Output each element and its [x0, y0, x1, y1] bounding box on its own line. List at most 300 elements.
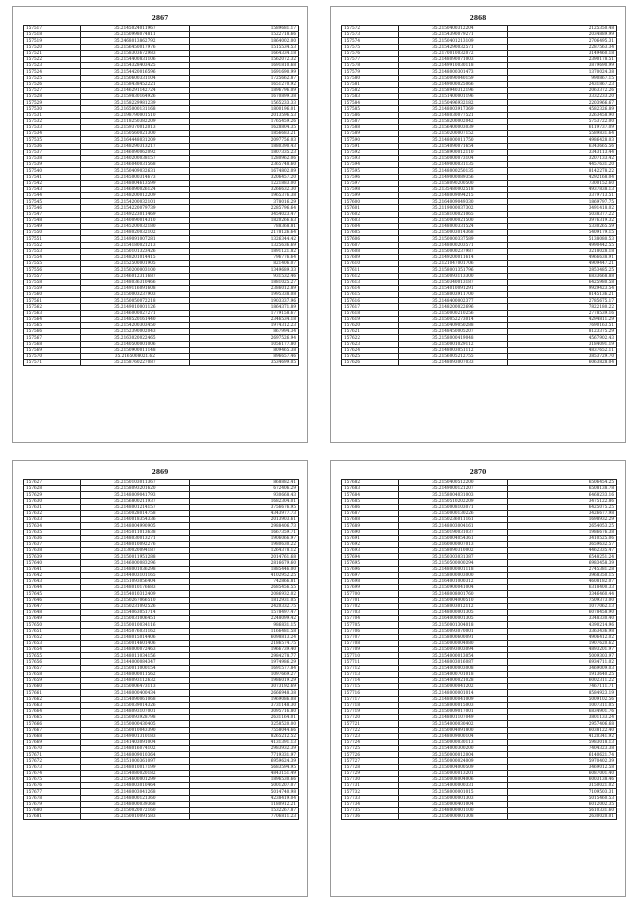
row-id-cell: 157642 — [24, 572, 81, 578]
row-id-cell: 157545 — [24, 199, 81, 205]
row-id-cell: 157558 — [24, 279, 81, 285]
row-id-cell: 157586 — [342, 112, 399, 118]
row-id-cell: 157647 — [24, 603, 81, 609]
row-id-cell: 157712 — [342, 665, 399, 671]
row-amount-cell: 4906412.02 — [507, 634, 616, 640]
row-id-cell: 157631 — [24, 504, 81, 510]
row-id-cell: 157666 — [24, 721, 81, 727]
row-amount-cell: 1885446.00 — [189, 566, 298, 572]
row-value-cell: 35.2148000072463 — [80, 647, 189, 653]
row-id-cell: 157713 — [342, 671, 399, 677]
row-amount-cell: 1589681.17 — [189, 26, 298, 32]
row-value-cell: 35.2150900041004 — [398, 585, 507, 591]
row-amount-cell: 2666948.38 — [189, 690, 298, 696]
row-value-cell: 35.2150340013187 — [398, 279, 507, 285]
row-id-cell: 157690 — [342, 529, 399, 535]
row-amount-cell: 4608182.07 — [507, 579, 616, 585]
row-amount-cell: 3184091.19 — [507, 341, 616, 347]
row-id-cell: 157550 — [24, 230, 81, 236]
row-value-cell: 35.2150008004006 — [398, 777, 507, 783]
row-value-cell: 35.2150004000510 — [398, 597, 507, 603]
table-row — [24, 360, 299, 366]
row-value-cell: 35.2150101323426 — [80, 248, 189, 254]
row-value-cell: 35.2150004054361 — [398, 535, 507, 541]
row-amount-cell: 2654053.25 — [507, 523, 616, 529]
row-amount-cell: 3410525.06 — [507, 535, 616, 541]
row-amount-cell: 1532267.87 — [189, 807, 298, 813]
row-id-cell: 157624 — [342, 347, 399, 353]
page-2869 — [12, 460, 308, 897]
row-id-cell: 157672 — [24, 758, 81, 764]
row-id-cell: 157535 — [24, 137, 81, 143]
row-id-cell: 157524 — [24, 69, 81, 75]
row-value-cell: 35.2148001214157 — [80, 504, 189, 510]
row-value-cell: 35.2148030013271 — [80, 535, 189, 541]
row-id-cell: 157638 — [24, 548, 81, 554]
row-value-cell: 35.2150000024009 — [398, 758, 507, 764]
row-amount-cell: 5014740.98 — [189, 789, 298, 795]
row-id-cell: 157579 — [342, 69, 399, 75]
row-value-cell: 35.2148200022696 — [398, 304, 507, 310]
row-value-cell: 35.2148290313217 — [80, 143, 189, 149]
row-amount-cell: 6983458.39 — [507, 560, 616, 566]
row-value-cell: 35.2141403091004 — [80, 739, 189, 745]
row-value-cell: 35.2154390079271 — [398, 32, 507, 38]
row-amount-cell: 6038122.40 — [507, 727, 616, 733]
row-value-cell: 35.2150200003100 — [80, 267, 189, 273]
row-id-cell: 157590 — [342, 137, 399, 143]
row-value-cell: 35.2150009017001 — [398, 708, 507, 714]
row-id-cell: 157543 — [24, 186, 81, 192]
row-amount-cell: 1667359.71 — [189, 529, 298, 535]
row-amount-cell: 2697526.94 — [189, 335, 298, 341]
row-value-cell: 35.2148010017199 — [80, 764, 189, 770]
row-id-cell: 157695 — [342, 560, 399, 566]
row-amount-cell: 1221883.00 — [189, 180, 298, 186]
row-amount-cell: 2285796.64 — [189, 205, 298, 211]
row-id-cell: 157588 — [342, 125, 399, 131]
row-value-cell: 35.2150236011161 — [398, 517, 507, 523]
row-value-cell: 35.2150050072218 — [80, 298, 189, 304]
row-id-cell: 157537 — [24, 149, 81, 155]
row-amount-cell: 1326344.42 — [189, 236, 298, 242]
row-amount-cell: 2745381.28 — [507, 566, 616, 572]
row-id-cell: 157633 — [24, 517, 81, 523]
row-id-cell: 157585 — [342, 106, 399, 112]
row-amount-cell: 5038377.22 — [507, 211, 616, 217]
row-amount-cell: 2983932.39 — [189, 746, 298, 752]
row-amount-cell: 7690163.51 — [507, 323, 616, 329]
row-id-cell: 157548 — [24, 217, 81, 223]
row-amount-cell: 1522718.66 — [189, 32, 298, 38]
row-value-cell: 35.2150409032631 — [80, 168, 189, 174]
row-id-cell: 157635 — [24, 529, 81, 535]
row-value-cell: 35.2148009010364 — [80, 752, 189, 758]
row-value-cell: 35.2158001351796 — [398, 267, 507, 273]
row-value-cell: 35.2150090040159 — [398, 75, 507, 81]
row-amount-cell: 5009303.97 — [507, 653, 616, 659]
row-amount-cell: 3073192.69 — [189, 684, 298, 690]
row-amount-cell: 2431867.23 — [507, 81, 616, 87]
row-value-cell: 35.2148200012209 — [80, 193, 189, 199]
row-id-cell: 157677 — [24, 789, 81, 795]
row-id-cell: 157587 — [342, 118, 399, 124]
row-value-cell: 35.2150000237987 — [398, 248, 507, 254]
row-amount-cell: 5015460.53 — [507, 795, 616, 801]
row-amount-cell: 4837652.11 — [507, 347, 616, 353]
row-amount-cell: 7404323.38 — [507, 746, 616, 752]
row-amount-cell: 2034889.99 — [507, 32, 616, 38]
row-id-cell: 157561 — [24, 298, 81, 304]
row-id-cell: 157578 — [342, 63, 399, 69]
row-amount-cell: 5683594.95 — [189, 764, 298, 770]
row-amount-cell: 2178126.64 — [189, 230, 298, 236]
row-value-cell: 35.2150011000154 — [80, 665, 189, 671]
row-amount-cell: 3454023.47 — [189, 211, 298, 217]
row-value-cell: 35.2145200032180 — [80, 224, 189, 230]
row-value-cell: 35.2158100021065 — [398, 211, 507, 217]
page-title: 2869 — [151, 469, 169, 476]
row-id-cell: 157592 — [342, 149, 399, 155]
row-value-cell: 35.2149910030118 — [398, 63, 507, 69]
row-value-cell: 35.2150000021500 — [398, 217, 507, 223]
row-id-cell: 157704 — [342, 616, 399, 622]
row-value-cell: 35.2158090310002 — [398, 548, 507, 554]
row-value-cell: 35.2150039014326 — [80, 702, 189, 708]
page-2867 — [12, 6, 308, 443]
row-id-cell: 157528 — [24, 94, 81, 100]
row-value-cell: 35.2148000400434 — [80, 690, 189, 696]
row-amount-cell: 2346534.18 — [189, 316, 298, 322]
row-value-cell: 35.2158000600091 — [398, 634, 507, 640]
row-amount-cell: 1986019.29 — [189, 678, 298, 684]
row-value-cell: 35.2150000073104 — [398, 155, 507, 161]
row-value-cell: 35.2150093003094 — [398, 647, 507, 653]
row-id-cell: 157560 — [24, 292, 81, 298]
row-id-cell: 157667 — [24, 727, 81, 733]
row-amount-cell: 2014761.68 — [189, 554, 298, 560]
row-amount-cell: 1779158.67 — [189, 310, 298, 316]
row-amount-cell: 1986676.38 — [507, 529, 616, 535]
row-id-cell: 157597 — [342, 180, 399, 186]
row-id-cell: 157715 — [342, 684, 399, 690]
row-amount-cell: 1864002.00 — [189, 38, 298, 44]
row-value-cell: 35.2150003014368 — [398, 230, 507, 236]
row-amount-cell: 2063372.26 — [507, 87, 616, 93]
row-value-cell: 35.2148000331524 — [398, 224, 507, 230]
row-id-cell: 157521 — [24, 50, 81, 56]
row-amount-cell: 3218028.18 — [507, 248, 616, 254]
page-title: 2867 — [151, 15, 169, 22]
row-amount-cell: 1691577.84 — [189, 665, 298, 671]
data-table — [341, 479, 617, 820]
row-value-cell: 35.2148009094215 — [398, 193, 507, 199]
row-amount-cell: 1325636.69 — [189, 242, 298, 248]
row-id-cell: 157536 — [24, 143, 81, 149]
row-value-cell: 35.2158090200500 — [398, 180, 507, 186]
row-amount-cell: 3659632.57 — [507, 541, 616, 547]
row-value-cell: 35.2148003004161 — [398, 523, 507, 529]
row-value-cell: 35.2148015014406 — [80, 634, 189, 640]
row-amount-cell: 2013596.53 — [189, 112, 298, 118]
row-amount-cell: 1974986.29 — [189, 659, 298, 665]
row-amount-cell: 3475122.86 — [507, 498, 616, 504]
row-amount-cell: 3469012.58 — [507, 764, 616, 770]
row-amount-cell: 2287563.34 — [507, 44, 616, 50]
row-amount-cell: 3801133.24 — [507, 715, 616, 721]
row-amount-cell: 1264378.12 — [189, 548, 298, 554]
row-amount-cell: 1691690.99 — [189, 69, 298, 75]
table-row — [24, 814, 299, 820]
row-amount-cell: 1077062.13 — [507, 603, 616, 609]
row-value-cell: 35.2150001029112 — [398, 341, 507, 347]
row-value-cell: 35.2165000131168 — [80, 106, 189, 112]
row-id-cell: 157555 — [24, 261, 81, 267]
row-amount-cell: 3206457.20 — [189, 174, 298, 180]
row-id-cell: 157623 — [342, 341, 399, 347]
row-value-cell: 35.2154090071654 — [398, 143, 507, 149]
row-value-cell: 35.2150000130226 — [398, 510, 507, 516]
row-amount-cell: 1807335.23 — [189, 149, 298, 155]
row-amount-cell: 2853485.25 — [507, 267, 616, 273]
row-id-cell: 157620 — [342, 323, 399, 329]
row-id-cell: 157614 — [342, 285, 399, 291]
row-value-cell: 35.2149010001126 — [80, 304, 189, 310]
row-value-cell: 35.2146090062092 — [80, 149, 189, 155]
row-value-cell: 35.2158940312196 — [398, 87, 507, 93]
row-id-cell: 157573 — [342, 32, 399, 38]
row-value-cell: 35.2150000004080 — [398, 640, 507, 646]
row-id-cell: 157649 — [24, 616, 81, 622]
row-amount-cell: 1670899.38 — [189, 94, 298, 100]
row-amount-cell: 8142278.22 — [507, 168, 616, 174]
row-amount-cell: 3150021.02 — [507, 783, 616, 789]
row-id-cell: 157563 — [24, 310, 81, 316]
row-amount-cell: 4582326.89 — [507, 106, 616, 112]
row-id-cell: 157613 — [342, 279, 399, 285]
row-amount-cell: 2013903.61 — [189, 517, 298, 523]
row-value-cell: 35.2154080020182 — [80, 770, 189, 776]
row-id-cell: 157691 — [342, 535, 399, 541]
row-value-cell: 35.2150303031387 — [398, 554, 507, 560]
row-value-cell: 35.2150031006451 — [80, 616, 189, 622]
row-id-cell: 157594 — [342, 162, 399, 168]
row-value-cell: 35.2150000210256 — [398, 310, 507, 316]
row-value-cell: 35.2154063051714 — [80, 609, 189, 615]
row-id-cell: 157576 — [342, 50, 399, 56]
row-amount-cell: 3968350.15 — [507, 572, 616, 578]
row-amount-cell: 4343977.73 — [189, 510, 298, 516]
row-value-cell: 35.2148036310466 — [80, 279, 189, 285]
row-id-cell: 157679 — [24, 801, 81, 807]
row-value-cell: 35.2150093113300 — [398, 273, 507, 279]
row-id-cell: 157627 — [24, 480, 81, 486]
row-amount-cell: 4238419.04 — [189, 795, 298, 801]
row-amount-cell: 1969086.08 — [189, 696, 298, 702]
row-amount-cell: 1578497.47 — [189, 609, 298, 615]
row-value-cell: 35.2148009000104 — [398, 733, 507, 739]
row-amount-cell: 809465.38 — [189, 347, 298, 353]
row-id-cell: 157640 — [24, 560, 81, 566]
row-id-cell: 157639 — [24, 554, 81, 560]
row-amount-cell: 1974312.23 — [189, 323, 298, 329]
row-id-cell: 157657 — [24, 665, 81, 671]
row-value-cell: 35.2154400831106 — [80, 56, 189, 62]
row-amount-cell: 9929423.54 — [507, 285, 616, 291]
row-id-cell: 157557 — [24, 273, 81, 279]
row-amount-cell: 6140621.74 — [507, 752, 616, 758]
row-value-cell: 35.2158303672983 — [80, 50, 189, 56]
row-id-cell: 157628 — [24, 486, 81, 492]
row-amount-cell: 6508138.78 — [507, 486, 616, 492]
row-value-cell: 35.2150000041202 — [398, 684, 507, 690]
row-amount-cell: 1896796.09 — [189, 87, 298, 93]
row-value-cell: 35.2150008103071 — [398, 504, 507, 510]
row-id-cell: 157544 — [24, 193, 81, 199]
row-amount-cell: 4131391.13 — [189, 739, 298, 745]
row-value-cell: 35.2158000003000 — [398, 572, 507, 578]
row-value-cell: 35.2148450005207 — [398, 329, 507, 335]
row-value-cell: 35.2145024011967 — [80, 26, 189, 32]
row-id-cell: 157559 — [24, 285, 81, 291]
row-amount-cell: 6425075.25 — [507, 504, 616, 510]
row-value-cell: 35.2154000030402 — [398, 721, 507, 727]
row-amount-cell: 1965376.38 — [189, 193, 298, 199]
row-value-cell: 35.2150400312204 — [398, 26, 507, 32]
row-id-cell: 157616 — [342, 298, 399, 304]
row-value-cell: 35.2121047001706 — [398, 261, 507, 267]
row-amount-cell: 2630020.01 — [507, 814, 616, 820]
row-id-cell: 157617 — [342, 304, 399, 310]
row-value-cell: 35.2150600331104 — [80, 75, 189, 81]
row-value-cell: 35.2154220079739 — [80, 205, 189, 211]
row-value-cell: 35.2150000001303 — [398, 795, 507, 801]
row-value-cell: 35.2146040031568 — [80, 162, 189, 168]
row-id-cell: 157608 — [342, 248, 399, 254]
row-id-cell: 157732 — [342, 789, 399, 795]
row-amount-cell: 6063828.04 — [507, 360, 616, 366]
row-value-cell: 35.2148011034156 — [80, 653, 189, 659]
row-id-cell: 157644 — [24, 585, 81, 591]
row-value-cell: 35.2156450017976 — [80, 44, 189, 50]
row-amount-cell: 3258520.00 — [189, 721, 298, 727]
row-value-cell: 35.2170010032072 — [398, 50, 507, 56]
row-amount-cell: 2785675.17 — [507, 298, 616, 304]
row-id-cell: 157547 — [24, 211, 81, 217]
row-value-cell: 35.2150000030113 — [398, 739, 507, 745]
table-row — [342, 360, 617, 366]
row-value-cell: 35.2148000011750 — [398, 137, 507, 143]
row-amount-cell: 6425980.58 — [507, 279, 616, 285]
row-amount-cell: 4986428.03 — [507, 137, 616, 143]
row-id-cell: 157719 — [342, 708, 399, 714]
row-amount-cell: 6012002.35 — [507, 801, 616, 807]
row-id-cell: 157653 — [24, 640, 81, 646]
row-id-cell: 157688 — [342, 517, 399, 523]
row-value-cell: 35.2150190031037 — [398, 529, 507, 535]
row-value-cell: 35.2154010312409 — [80, 591, 189, 597]
row-amount-cell: 1995338.08 — [189, 292, 298, 298]
row-value-cell: 35.2148003010464 — [80, 783, 189, 789]
row-value-cell: 35.2148016074102 — [80, 746, 189, 752]
row-value-cell: 35.2148000041009 — [398, 696, 507, 702]
row-amount-cell: 3534699.05 — [189, 360, 298, 366]
row-id-cell: 157683 — [342, 486, 399, 492]
row-value-cell: 35.2150000430405 — [80, 721, 189, 727]
row-value-cell: 35.2164448031209 — [80, 137, 189, 143]
row-id-cell: 157603 — [342, 217, 399, 223]
row-amount-cell: 2816679.60 — [189, 560, 298, 566]
row-id-cell: 157646 — [24, 597, 81, 603]
row-id-cell: 157551 — [24, 236, 81, 242]
row-id-cell: 157581 — [342, 81, 399, 87]
row-value-cell: 35.2144000084347 — [80, 659, 189, 665]
row-amount-cell: 788368.81 — [189, 224, 298, 230]
row-id-cell: 157728 — [342, 764, 399, 770]
row-value-cell: 35.2148090071003 — [398, 56, 507, 62]
row-value-cell: 35.2148000001118 — [398, 566, 507, 572]
row-value-cell: 35.2148003041268 — [80, 789, 189, 795]
row-amount-cell: 2631164.01 — [189, 715, 298, 721]
row-id-cell: 157598 — [342, 186, 399, 192]
row-amount-cell: 3379713.51 — [507, 193, 616, 199]
row-value-cell: 35.2150510202209 — [398, 498, 507, 504]
row-value-cell: 35.2158438452221 — [80, 81, 189, 87]
row-id-cell: 157527 — [24, 87, 81, 93]
row-id-cell: 157595 — [342, 168, 399, 174]
row-value-cell: 35.2148009041793 — [80, 492, 189, 498]
row-id-cell: 157662 — [24, 696, 81, 702]
row-id-cell: 157693 — [342, 548, 399, 554]
row-amount-cell: 868882.41 — [189, 480, 298, 486]
row-id-cell: 157625 — [342, 353, 399, 359]
row-value-cell: 35.2150014601406 — [80, 640, 189, 646]
row-value-cell: 35.2158000015003 — [398, 702, 507, 708]
row-value-cell: 35.2149091007281 — [80, 236, 189, 242]
row-id-cell: 157665 — [24, 715, 81, 721]
row-id-cell: 157724 — [342, 739, 399, 745]
row-amount-cell: 3266632.30 — [189, 186, 298, 192]
row-id-cell: 157675 — [24, 777, 81, 783]
row-value-cell: 35.2149200011614 — [398, 254, 507, 260]
row-id-cell: 157626 — [342, 360, 399, 366]
row-amount-cell: 1565233.33 — [189, 100, 298, 106]
row-amount-cell: 378016.29 — [189, 199, 298, 205]
row-id-cell: 157700 — [342, 591, 399, 597]
row-id-cell: 157601 — [342, 205, 399, 211]
row-value-cell: 35.2151000361097 — [80, 758, 189, 764]
row-value-cell: 35.2150093928798 — [80, 715, 189, 721]
row-amount-cell: 6002311.22 — [507, 678, 616, 684]
row-value-cell: 35.2150000337589 — [398, 236, 507, 242]
page-title: 2868 — [469, 15, 487, 22]
row-value-cell: 35.2148003051112 — [398, 347, 507, 353]
row-value-cell: 35.2154600001299 — [80, 777, 189, 783]
row-value-cell: 35.2154000003008 — [398, 665, 507, 671]
row-value-cell: 35.2150231092526 — [80, 603, 189, 609]
row-amount-cell: 672406.29 — [189, 486, 298, 492]
row-amount-cell: 4893201.97 — [507, 647, 616, 653]
row-id-cell: 157721 — [342, 721, 399, 727]
row-id-cell: 157637 — [24, 541, 81, 547]
row-amount-cell: 4462335.47 — [507, 548, 616, 554]
row-value-cell: 35.2164009049330 — [398, 199, 507, 205]
row-amount-cell: 7822180.22 — [507, 304, 616, 310]
row-id-cell: 157591 — [342, 143, 399, 149]
row-value-cell: 35.2150003237903 — [80, 292, 189, 298]
row-value-cell: 35.2154420016596 — [80, 69, 189, 75]
row-id-cell: 157569 — [24, 347, 81, 353]
